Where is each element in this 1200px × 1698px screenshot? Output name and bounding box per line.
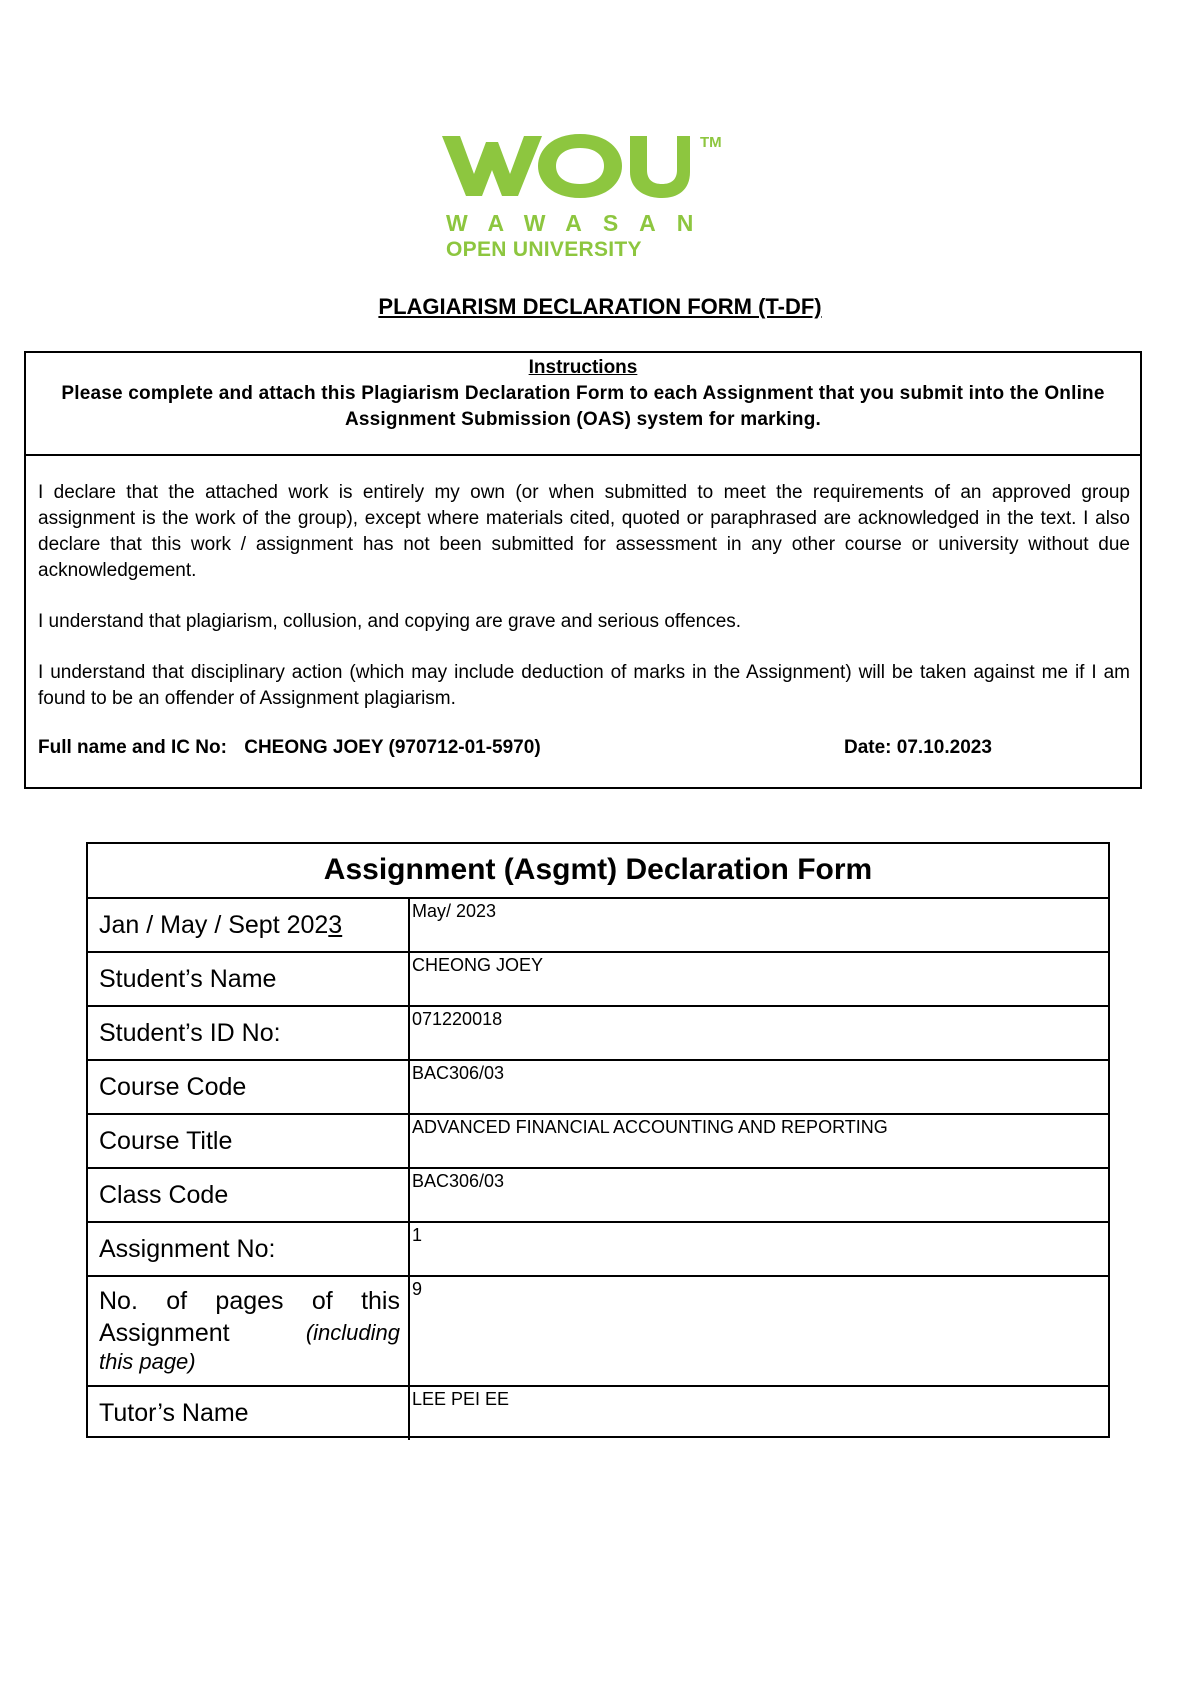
declaration-paragraph-2: I understand that plagiarism, collusion, and copying are grave and serious offences. (38, 611, 742, 632)
wou-logo-mark (440, 130, 690, 200)
date-label: Date: (844, 737, 892, 758)
declaration-paragraph-1: I declare that the attached work is entirely my own (or when submitted to meet the requirements of an approved group assignment is the work of the group), except where materials cited, quoted or paraphrased are acknowledged in the text. I also declare that this work / assignment has not been submitted for assessment in any other course or university without due acknowledgement. (38, 482, 1130, 581)
course-title-value: ADVANCED FINANCIAL ACCOUNTING AND REPORTING (412, 1117, 888, 1137)
course-title-label: Course Title (88, 1115, 410, 1167)
table-row-student-id (88, 1007, 1108, 1061)
semester-label-cell (88, 899, 410, 951)
trademark-symbol: TM (700, 134, 722, 151)
table-row-course-code (88, 1061, 1108, 1115)
pages-label-line-1 (99, 1285, 400, 1317)
class-code-value: BAC306/03 (412, 1171, 505, 1191)
wou-logo (440, 130, 730, 265)
student-id-label: Student’s ID No: (88, 1007, 410, 1059)
course-code-value: BAC306/03 (412, 1063, 505, 1083)
assignment-no-label: Assignment No: (88, 1223, 410, 1275)
pages-label-word: No. (99, 1287, 138, 1315)
student-name-label: Student’s Name (88, 953, 410, 1005)
pages-label-assignment: Assignment (99, 1319, 230, 1347)
semester-label: Jan / May / Sept 202 (99, 911, 329, 939)
tutor-name-value: LEE PEI EE (412, 1389, 510, 1409)
assignment-declaration-table (86, 842, 1110, 1438)
table-row-assignment-no (88, 1223, 1108, 1277)
table-row-course-title (88, 1115, 1108, 1169)
table-row-pages (88, 1277, 1108, 1387)
pages-label-line-3: this page) (99, 1349, 196, 1374)
declaration-paragraph-3: I understand that disciplinary action (which may include deduction of marks in the Assignment) will be taken against me if I am found to be an offender of Assignment plagiarism. (38, 662, 1130, 709)
table-row-class-code (88, 1169, 1108, 1223)
logo-open-university-text: OPEN UNIVERSITY (446, 238, 642, 261)
pages-label-word: of (311, 1287, 333, 1315)
pages-label-cell (88, 1277, 410, 1385)
plagiarism-declaration-box (24, 351, 1142, 789)
form-title: PLAGIARISM DECLARATION FORM (T-DF) (378, 294, 822, 319)
class-code-label: Class Code (88, 1169, 410, 1221)
instructions-text: Please complete and attach this Plagiarism Declaration Form to each Assignment that you submit into the Online Assignment Submission (OAS) system for marking. (61, 383, 1105, 430)
pages-label-word: pages (215, 1287, 284, 1315)
table-row-tutor (88, 1387, 1108, 1440)
instructions-section (26, 353, 1140, 456)
logo-wawasan-text: WAWASAN (446, 210, 715, 236)
assignment-table-title: Assignment (Asgmt) Declaration Form (88, 844, 1108, 899)
tutor-name-label: Tutor’s Name (88, 1387, 410, 1440)
pages-label-line-2 (99, 1317, 400, 1349)
assignment-no-value: 1 (412, 1225, 423, 1245)
full-name-value: CHEONG JOEY (970712-01-5970) (244, 737, 541, 758)
signature-line (38, 735, 1130, 761)
table-row-semester (88, 899, 1108, 953)
student-id-value: 071220018 (412, 1009, 503, 1029)
course-code-label: Course Code (88, 1061, 410, 1113)
student-name-value: CHEONG JOEY (412, 955, 544, 975)
semester-year-digit: 3 (328, 911, 343, 939)
pages-value: 9 (412, 1279, 423, 1299)
pages-label-word: of (166, 1287, 188, 1315)
pages-label-word: this (361, 1287, 400, 1315)
declaration-body (26, 456, 1140, 761)
date-value: 07.10.2023 (896, 737, 992, 758)
full-name-label: Full name and IC No: (38, 737, 227, 758)
table-row-student-name (88, 953, 1108, 1007)
semester-value: May/ 2023 (412, 901, 497, 921)
instructions-title: Instructions (528, 357, 638, 378)
pages-label-including: (including (305, 1320, 400, 1345)
